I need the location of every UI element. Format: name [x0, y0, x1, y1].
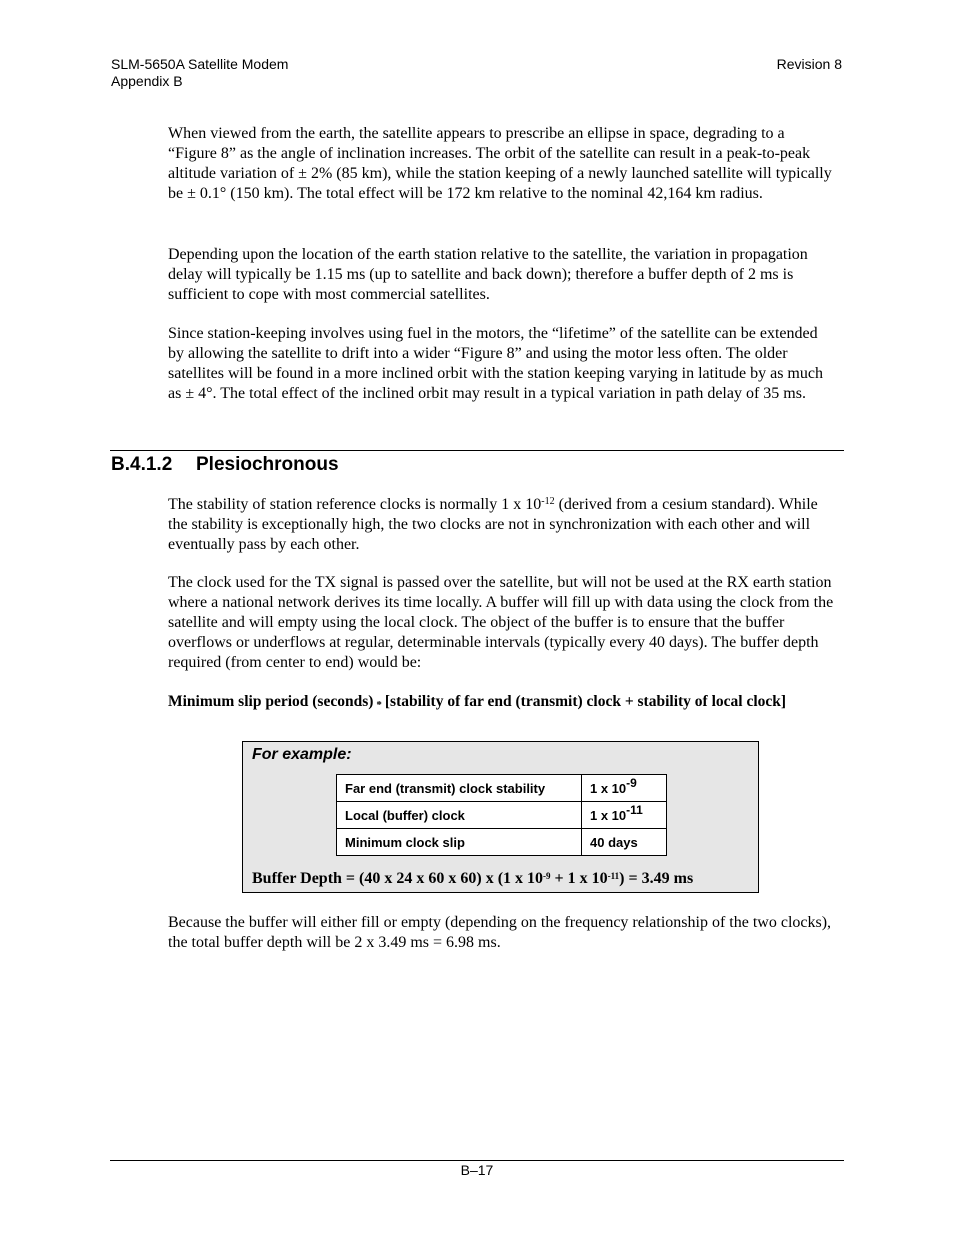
buffer-depth-exp1: -9 — [543, 871, 551, 881]
value-base: 1 x 10 — [590, 807, 627, 823]
buffer-depth-part1: Buffer Depth = (40 x 24 x 60 x 60) x (1 x 10 — [252, 870, 544, 887]
buffer-depth-part2: + 1 x 10 — [550, 870, 608, 887]
table-row — [337, 829, 667, 856]
paragraph-clock-stability — [168, 495, 836, 555]
buffer-depth-exp2: -11 — [607, 871, 620, 881]
buffer-depth-part3: ) = 3.49 ms — [619, 870, 694, 887]
example-title: For example: — [252, 746, 352, 763]
page-header-left — [111, 56, 288, 90]
paragraph-orbit-ellipse: When viewed from the earth, the satellite appears to prescribe an ellipse in space, degrading to a “Figure 8” as the angle of inclination increases. The orbit of the satellite can result in a peak-to-peak altitude variation of ± 2% (85 km), while the station keeping of a newly launched satellite will typically be ± 0.1° (150 km). The total effect will be 172 km relative to the nominal 42,164 km radius. — [168, 125, 832, 202]
paragraph-tx-clock: The clock used for the TX signal is passed over the satellite, but will not be used at the RX earth station where a national network derives its time locally. A buffer will fill up with data using the clock from the satellite and will empty using the local clock. The object of the buffer is to ensure that the buffer overflows or underflows at regular, determinable intervals (typically every 40 days). The buffer depth required (from center to end) would be: — [168, 574, 834, 671]
row-label-minimum-clock-slip: Minimum clock slip — [337, 829, 582, 856]
table-row — [337, 775, 667, 802]
page-number: B–17 — [460, 1162, 494, 1178]
paragraph-clock-stability-exponent: -12 — [541, 496, 555, 507]
value-exponent: -9 — [626, 775, 637, 790]
paragraph-propagation-delay: Depending upon the location of the earth station relative to the satellite, the variation in propagation delay will typically be 1.15 ms (up to satellite and back down); therefore a buffer depth of 2 ms is sufficient to cope with most commercial satellites. — [168, 246, 808, 303]
value-base: 40 days — [590, 834, 638, 850]
buffer-depth-result — [252, 869, 693, 889]
value-base: 1 x 10 — [590, 780, 627, 796]
value-exponent: -11 — [626, 802, 643, 817]
row-value-minimum-clock-slip — [582, 829, 667, 856]
paragraph-clock-stability-text-end: (derived from a cesium standard). While the stability is exceptionally high, the two clocks are not in synchronization with each other and will eventually pass by each other. — [168, 496, 818, 553]
section-heading — [111, 454, 339, 476]
header-appendix: Appendix B — [111, 73, 183, 89]
header-product-title: SLM-5650A Satellite Modem — [111, 56, 289, 72]
formula-left: Minimum slip period (seconds) — [168, 693, 374, 710]
slip-period-formula — [168, 692, 786, 715]
paragraph-station-keeping: Since station-keeping involves using fuel in the motors, the “lifetime” of the satellite can be extended by allowing the satellite to drift into a wider “Figure 8” and using the motor less often. The older satellites will be found in a more inclined orbit with the station keeping varying in latitude by as much as ± 4°. The total effect of the inclined orbit may result in a typical variation in path delay of 35 ms. — [168, 325, 823, 402]
formula-operator: * — [376, 699, 382, 711]
row-value-far-end-stability — [582, 775, 667, 802]
footer-divider — [110, 1160, 844, 1161]
row-label-far-end-stability: Far end (transmit) clock stability — [337, 775, 582, 802]
example-table — [336, 774, 667, 856]
table-row — [337, 802, 667, 829]
example-box — [242, 741, 759, 893]
header-revision: Revision 8 — [776, 56, 842, 72]
section-title: Plesiochronous — [196, 454, 339, 475]
section-divider — [110, 450, 844, 451]
row-label-local-clock: Local (buffer) clock — [337, 802, 582, 829]
formula-right: [stability of far end (transmit) clock + stability of local clock] — [384, 693, 787, 710]
paragraph-total-buffer-depth: Because the buffer will either fill or empty (depending on the frequency relationship of the two clocks), the total buffer depth will be 2 x 3.49 ms = 6.98 ms. — [168, 914, 832, 951]
paragraph-clock-stability-text: The stability of station reference clocks is normally 1 x 10 — [168, 496, 542, 513]
section-number: B.4.1.2 — [111, 454, 173, 475]
row-value-local-clock — [582, 802, 667, 829]
